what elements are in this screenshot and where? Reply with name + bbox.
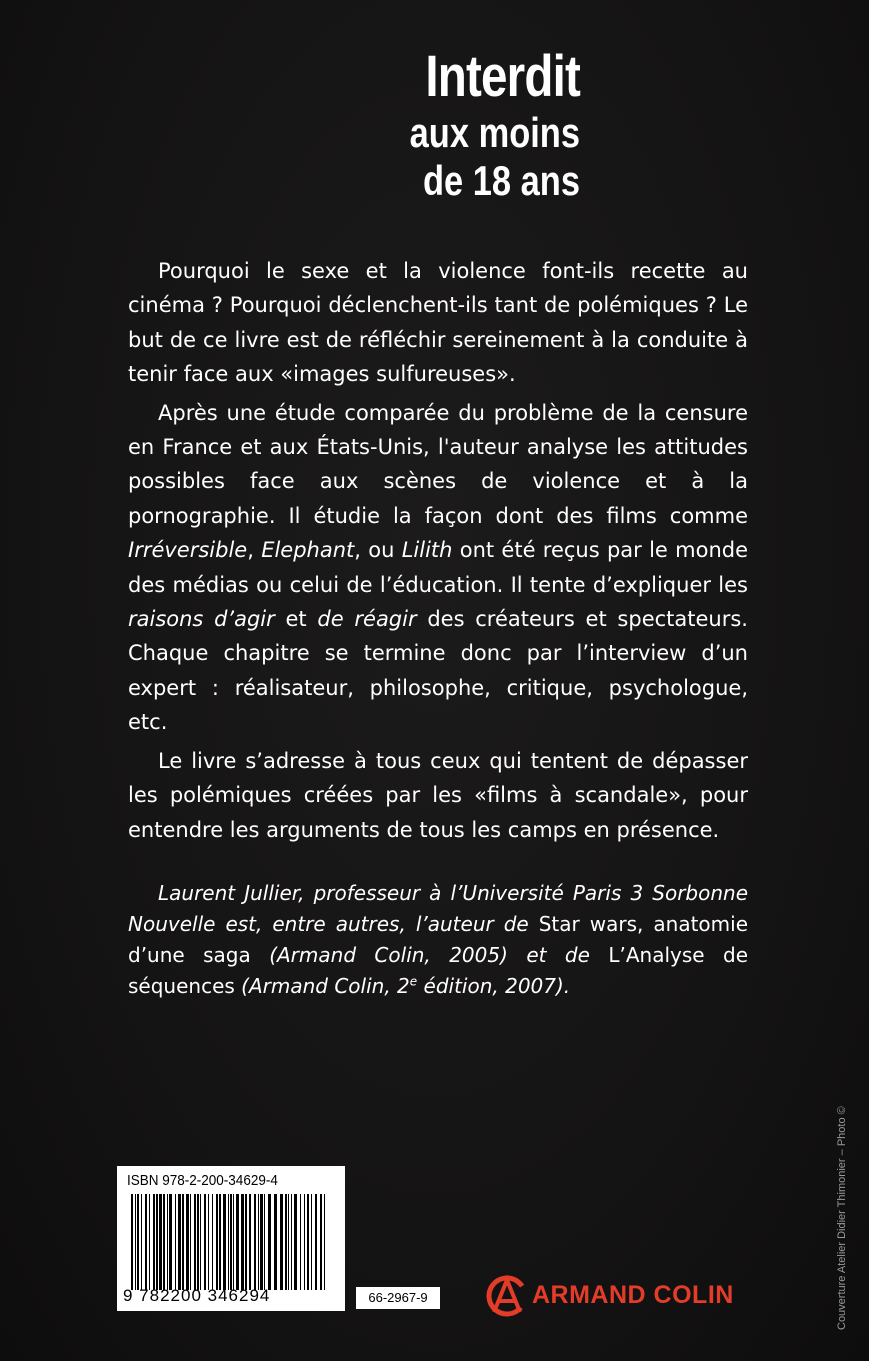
barcode-bar: [268, 1194, 271, 1290]
barcode-bar: [311, 1194, 312, 1290]
barcode-bar: [228, 1194, 229, 1290]
barcode-bar: [137, 1194, 139, 1290]
barcode-bar: [245, 1194, 247, 1290]
emphasis-text: de réagir: [317, 607, 417, 632]
bio-book-title: L’Analyse de séquences: [128, 943, 748, 998]
barcode-bar: [208, 1194, 209, 1290]
barcode-bar: [190, 1194, 191, 1290]
barcode-bar: [186, 1194, 189, 1290]
bio-text: [235, 974, 570, 998]
barcode-bar: [288, 1194, 289, 1290]
book-blurb: [128, 254, 748, 851]
barcode-bar: [197, 1194, 199, 1290]
barcode-bar: [167, 1194, 168, 1290]
barcode-bar: [145, 1194, 147, 1290]
bio-text: Laurent Jullier, professeur à l’Université Paris 3 Sorbonne Nouvelle est, entre autres, l’auteur de: [128, 881, 748, 936]
barcode-bar: [249, 1194, 251, 1290]
barcode-bar: [163, 1194, 165, 1290]
blurb-text: ont été reçus par le monde des médias ou celui de l’éducation. Il tente d’expliquer les: [128, 538, 748, 597]
barcode-bar: [178, 1194, 181, 1290]
barcode-bar: [320, 1194, 322, 1290]
barcode-bars: [131, 1194, 327, 1290]
author-bio: [128, 878, 748, 1002]
barcode-bar: [294, 1194, 297, 1290]
barcode-bar: [304, 1194, 305, 1290]
bio-text: (Armand Colin, 2005) et de: [250, 943, 609, 967]
barcode-bar: [135, 1194, 136, 1290]
blurb-text: , ou: [354, 538, 402, 563]
barcode-digits: 9 782200 346294: [123, 1286, 271, 1305]
author-bio-text: [128, 878, 748, 1002]
title-line-2: aux moins: [409, 109, 580, 156]
barcode-bar: [175, 1194, 176, 1290]
blurb-text: et: [274, 607, 318, 632]
publisher-name: ARMAND COLIN: [532, 1280, 734, 1309]
barcode-bar: [212, 1194, 213, 1290]
barcode-bar: [291, 1194, 292, 1290]
barcode-bar: [156, 1194, 158, 1290]
barcode-bar: [223, 1194, 226, 1290]
bio-book-title: Star wars, anatomie d’une saga: [128, 912, 748, 967]
product-code: 66-2967-9: [356, 1287, 440, 1309]
barcode-bar: [194, 1194, 196, 1290]
bio-edition-end: édition, 2007).: [417, 974, 571, 998]
barcode-bar: [307, 1194, 309, 1290]
armand-colin-logo-icon: [484, 1272, 530, 1318]
barcode-bar: [230, 1194, 232, 1290]
title-line-1: Interdit: [425, 44, 580, 109]
barcode-bar: [153, 1194, 155, 1290]
blurb-text: Après une étude comparée du problème de la censure en France et aux États-Unis, l'auteur analyse les attitudes possibles face aux scènes de violence et à la pornographie. Il étudie la façon dont des films comme: [128, 400, 748, 528]
barcode-bar: [280, 1194, 283, 1290]
isbn-label: ISBN 978-2-200-34629-4: [127, 1172, 278, 1189]
barcode-bar: [285, 1194, 287, 1290]
bio-superscript: e: [409, 974, 418, 989]
barcode-bar: [274, 1194, 277, 1290]
barcode-bar: [182, 1194, 184, 1290]
barcode-bar: [141, 1194, 142, 1290]
publisher-logo: [484, 1270, 734, 1320]
barcode-bar: [254, 1194, 256, 1290]
barcode-bar: [300, 1194, 301, 1290]
film-title: Lilith: [401, 538, 453, 563]
book-title: [350, 44, 580, 204]
blurb-paragraph-3: Le livre s’adresse à tous ceux qui tentent de dépasser les polémiques créées par les «films à scandale», pour entendre les arguments de tous les camps en présence.: [128, 748, 748, 842]
barcode: [117, 1166, 345, 1311]
barcode-bar: [149, 1194, 150, 1290]
film-title: Irréversible: [128, 538, 248, 563]
emphasis-text: raisons d’agir: [128, 607, 275, 632]
photo-credit: Couverture Atelier Didier Thimonier – Photo ©: [836, 1106, 848, 1330]
barcode-bar: [159, 1194, 162, 1290]
film-title: Elephant: [261, 538, 355, 563]
barcode-bar: [260, 1194, 263, 1290]
barcode-bar: [241, 1194, 244, 1290]
barcode-bar: [315, 1194, 317, 1290]
barcode-bar: [219, 1194, 221, 1290]
barcode-bar: [204, 1194, 206, 1290]
blurb-text: des créateurs et spectateurs. Chaque chapitre se termine donc par l’interview d’un expert : réalisateur, philosophe, critique, psychologue, etc.: [128, 607, 748, 735]
barcode-bar: [200, 1194, 201, 1290]
blurb-text: ,: [247, 538, 262, 563]
barcode-bar: [169, 1194, 172, 1290]
blurb-paragraph-2: [128, 396, 748, 740]
blurb-paragraph-1: Pourquoi le sexe et la violence font-ils recette au cinéma ? Pourquoi déclenchent-ils tant de polémiques ? Le but de ce livre est de réfléchir sereinement à la conduite à tenir face aux «images sulfureuses».: [128, 259, 748, 387]
barcode-bar: [324, 1194, 325, 1290]
barcode-bar: [264, 1194, 265, 1290]
barcode-bar: [131, 1194, 133, 1290]
barcode-bar: [233, 1194, 234, 1290]
title-line-3: de 18 ans: [423, 157, 580, 204]
bio-edition: (Armand Colin, 2: [234, 974, 410, 998]
barcode-bar: [216, 1194, 218, 1290]
barcode-bar: [236, 1194, 239, 1290]
barcode-bar: [258, 1194, 259, 1290]
